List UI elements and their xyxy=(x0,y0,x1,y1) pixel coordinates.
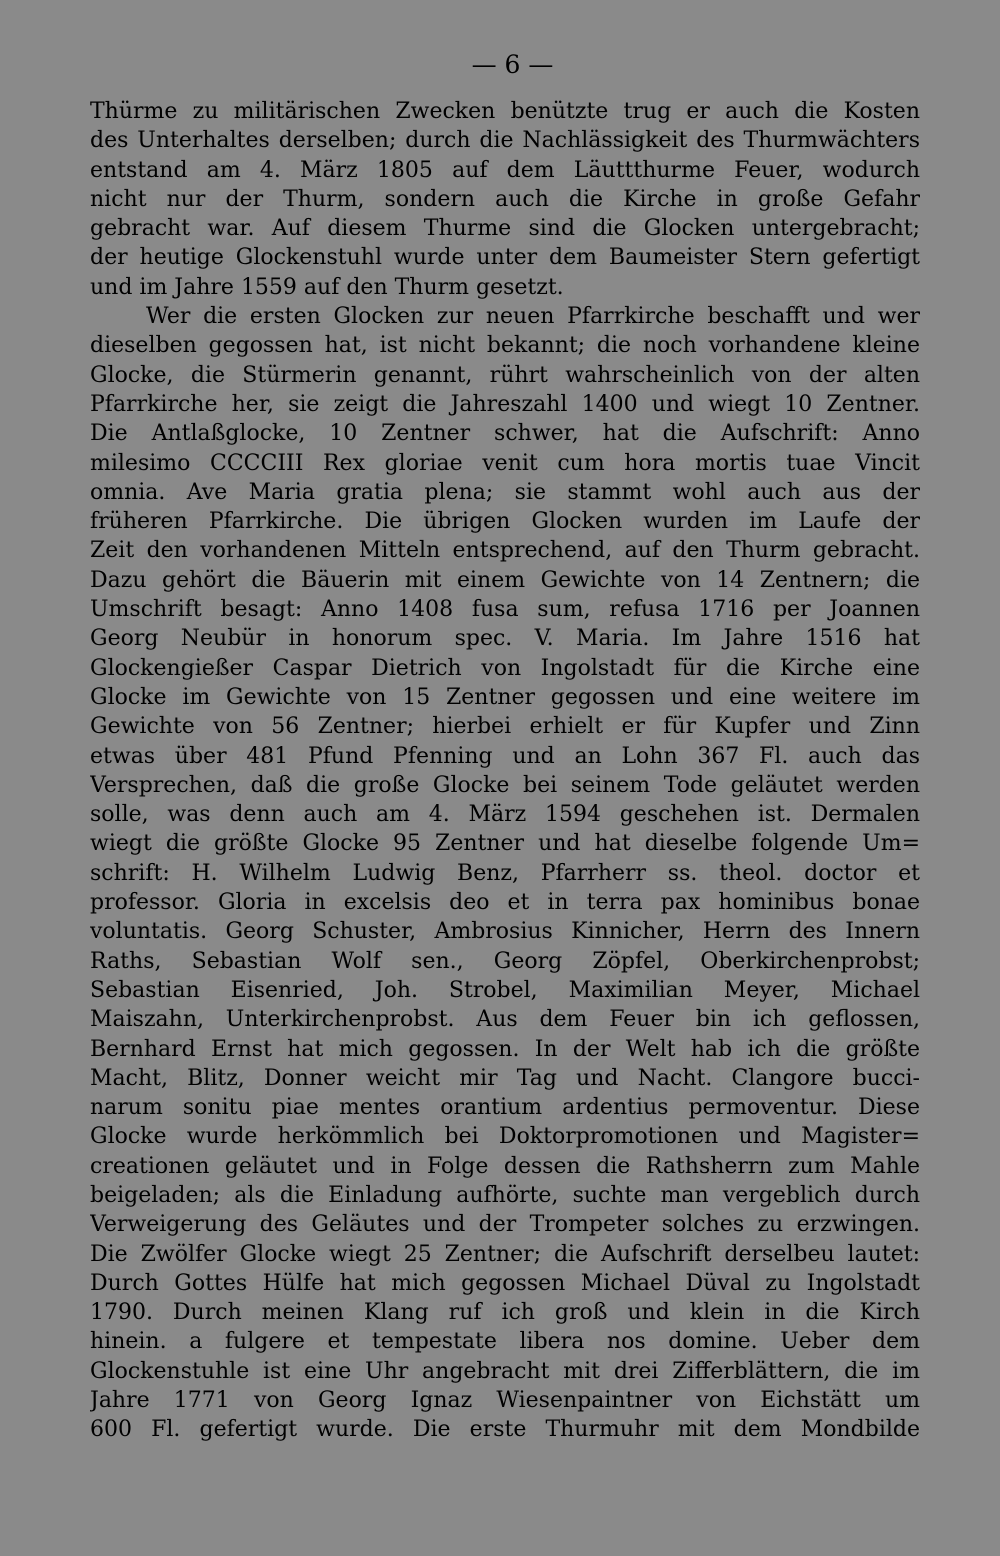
text-line: narum sonitu piae mentes orantium ardentius permoventur. Diese xyxy=(90,1095,920,1121)
text-line: Glocke wurde herkömmlich bei Doktorpromotionen und Magister= xyxy=(90,1124,920,1150)
text-line: Bernhard Ernst hat mich gegossen. In der Welt hab ich die größte xyxy=(90,1036,920,1062)
text-line: Zeit den vorhandenen Mitteln entsprechend, auf den Thurm gebracht. xyxy=(90,538,920,564)
text-line: voluntatis. Georg Schuster, Ambrosius Kinnicher, Herrn des Innern xyxy=(90,919,920,945)
text-line: Sebastian Eisenried, Joh. Strobel, Maximilian Meyer, Michael xyxy=(90,977,920,1003)
text-line: etwas über 481 Pfund Pfenning und an Lohn 367 Fl. auch das xyxy=(90,743,920,769)
text-line: entstand am 4. März 1805 auf dem Läuttthurme Feuer, wodurch xyxy=(90,157,920,183)
text-line: omnia. Ave Maria gratia plena; sie stammt wohl auch aus der xyxy=(90,479,920,505)
text-line: Raths, Sebastian Wolf sen., Georg Zöpfel, Oberkirchenprobst; xyxy=(90,948,920,974)
text-line: 1790. Durch meinen Klang ruf ich groß und klein in die Kirch xyxy=(90,1300,920,1326)
text-line: gebracht war. Auf diesem Thurme sind die Glocken untergebracht; xyxy=(90,216,920,242)
text-line: wiegt die größte Glocke 95 Zentner und hat dieselbe folgende Um= xyxy=(90,831,920,857)
text-line: schrift: H. Wilhelm Ludwig Benz, Pfarrherr ss. theol. doctor et xyxy=(90,860,920,886)
text-line: professor. Gloria in excelsis deo et in terra pax hominibus bonae xyxy=(90,890,920,916)
text-line: beigeladen; als die Einladung aufhörte, suchte man vergeblich durch xyxy=(90,1182,920,1208)
text-line: und im Jahre 1559 auf den Thurm gesetzt. xyxy=(90,274,564,300)
text-line: Georg Neubür in honorum spec. V. Maria. Im Jahre 1516 hat xyxy=(90,626,920,652)
text-line: dieselben gegossen hat, ist nicht bekannt; die noch vorhandene kleine xyxy=(90,333,920,359)
text-line: creationen geläutet und in Folge dessen die Rathsherrn zum Mahle xyxy=(90,1153,920,1179)
text-line: Glocke im Gewichte von 15 Zentner gegossen und eine weitere im xyxy=(90,684,920,710)
text-line: Dazu gehört die Bäuerin mit einem Gewichte von 14 Zentnern; die xyxy=(90,567,920,593)
text-line: 600 Fl. gefertigt wurde. Die erste Thurmuhr mit dem Mondbilde xyxy=(90,1417,920,1443)
text-line: Die Zwölfer Glocke wiegt 25 Zentner; die Aufschrift derselbeu lautet: xyxy=(90,1241,920,1267)
text-line: Glockenstuhle ist eine Uhr angebracht mit drei Zifferblättern, die im xyxy=(90,1358,920,1384)
text-line: solle, was denn auch am 4. März 1594 geschehen ist. Dermalen xyxy=(90,802,920,828)
text-line: Pfarrkirche her, sie zeigt die Jahreszahl 1400 und wiegt 10 Zentner. xyxy=(90,391,920,417)
text-line: Die Antlaßglocke, 10 Zentner schwer, hat die Aufschrift: Anno xyxy=(90,421,920,447)
text-line: Gewichte von 56 Zentner; hierbei erhielt er für Kupfer und Zinn xyxy=(90,714,920,740)
text-line: Glocke, die Stürmerin genannt, rührt wahrscheinlich von der alten xyxy=(90,362,920,388)
text-line: Macht, Blitz, Donner weicht mir Tag und Nacht. Clangore bucci- xyxy=(90,1065,920,1091)
body-text xyxy=(90,97,920,1445)
text-line: nicht nur der Thurm, sondern auch die Kirche in große Gefahr xyxy=(90,186,920,212)
page-number: — 6 — xyxy=(471,50,554,79)
text-line: Versprechen, daß die große Glocke bei seinem Tode geläutet werden xyxy=(90,772,920,798)
text-line: früheren Pfarrkirche. Die übrigen Glocken wurden im Laufe der xyxy=(90,509,920,535)
text-line: der heutige Glockenstuhl wurde unter dem Baumeister Stern gefertigt xyxy=(90,245,920,271)
text-line: Umschrift besagt: Anno 1408 fusa sum, refusa 1716 per Joannen xyxy=(90,597,920,623)
text-line: Wer die ersten Glocken zur neuen Pfarrkirche beschafft und wer xyxy=(146,304,920,330)
text-line: Verweigerung des Geläutes und der Trompeter solches zu erzwingen. xyxy=(90,1212,920,1238)
text-line: Glockengießer Caspar Dietrich von Ingolstadt für die Kirche eine xyxy=(90,655,920,681)
text-line: Thürme zu militärischen Zwecken benützte trug er auch die Kosten xyxy=(90,99,920,124)
text-line: milesimo CCCCIII Rex gloriae venit cum hora mortis tuae Vincit xyxy=(90,450,920,476)
text-line: hinein. a fulgere et tempestate libera nos domine. Ueber dem xyxy=(90,1329,920,1355)
text-line: des Unterhaltes derselben; durch die Nachlässigkeit des Thurmwächters xyxy=(90,128,920,154)
text-line: Jahre 1771 von Georg Ignaz Wiesenpaintner von Eichstätt um xyxy=(90,1388,920,1414)
text-line: Maiszahn, Unterkirchenprobst. Aus dem Feuer bin ich geflossen, xyxy=(90,1007,920,1033)
text-line: Durch Gottes Hülfe hat mich gegossen Michael Düval zu Ingolstadt xyxy=(90,1270,920,1296)
